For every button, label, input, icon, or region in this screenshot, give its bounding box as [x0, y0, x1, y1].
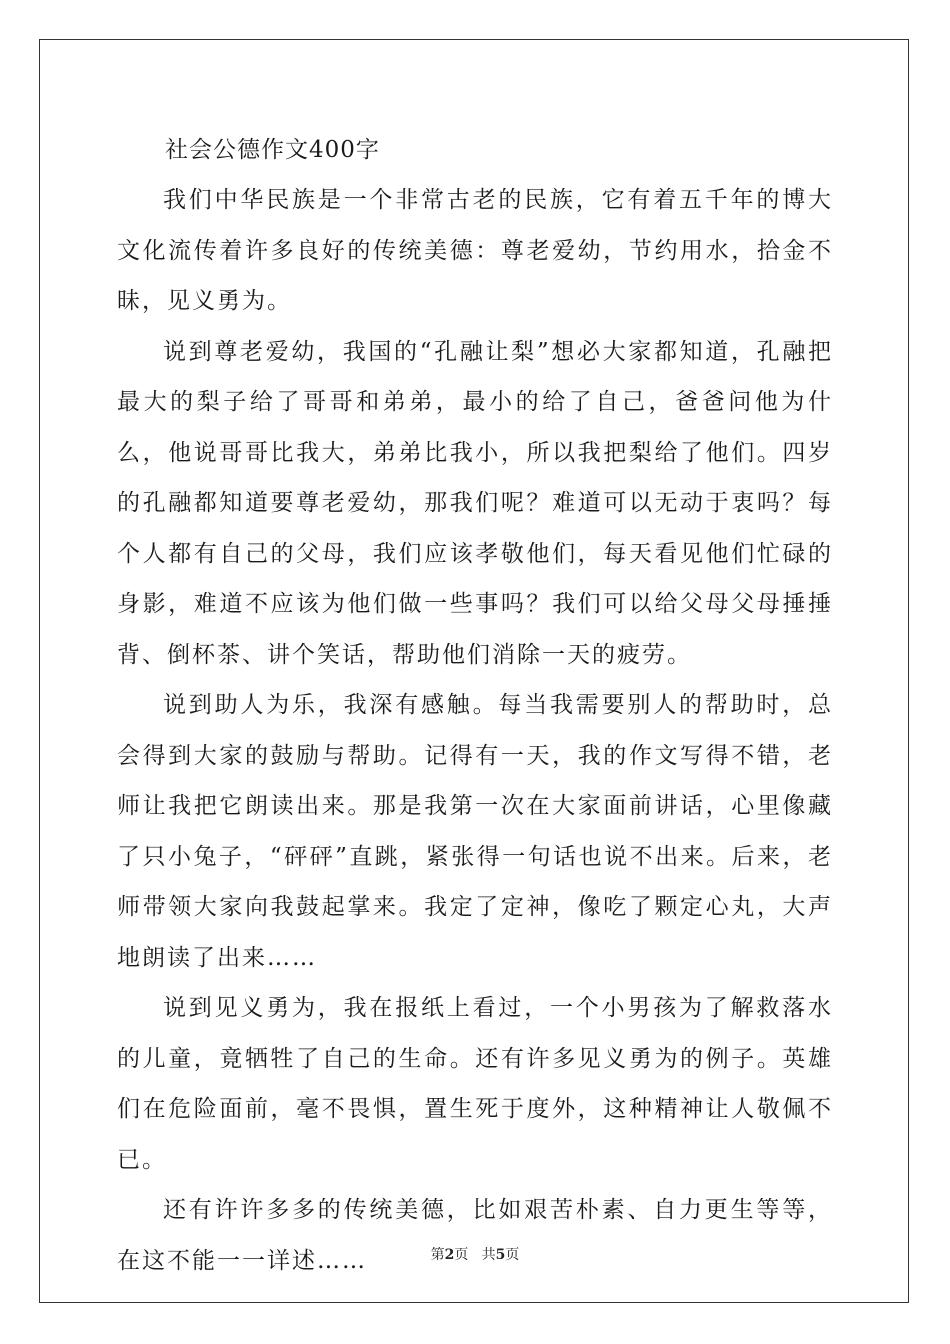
paragraph-respect-elders: 说到尊老爱幼，我国的“孔融让梨”想必大家都知道，孔融把最大的梨子给了哥哥和弟弟，最小的给了自己，爸爸问他为什么，他说哥哥比我大，弟弟比我小，所以我把梨给了他们。四岁的孔融都知道要尊老爱幼，那我们呢？难道可以无动于衷吗？每个人都有自己的父母，我们应该孝敬他们，每天看见他们忙碌的身影，难道不应该为他们做一些事吗？我们可以给父母父母捶捶背、倒杯茶、讲个笑话，帮助他们消除一天的疲劳。 — [117, 338, 833, 668]
paragraph-bravery: 说到见义勇为，我在报纸上看过，一个小男孩为了解救落水的儿童，竟牺牲了自己的生命。还有许多见义勇为的例子。英雄们在危险面前，毫不畏惧，置生死于度外，这种精神让人敬佩不已。 — [117, 995, 833, 1173]
page-separator: 页 共 — [454, 1247, 496, 1263]
page-number-footer — [0, 1246, 950, 1264]
paragraph-intro: 我们中华民族是一个非常古老的民族，它有着五千年的博大文化流传着许多良好的传统美德：尊老爱幼，节约用水，拾金不昧，见义勇为。 — [117, 187, 833, 314]
paragraph-conclusion: 还有许许多多的传统美德，比如艰苦朴素、自力更生等等，在这不能一一详述…… — [117, 1197, 833, 1274]
total-page-number: 5 — [495, 1247, 506, 1263]
paragraph-helping-others: 说到助人为乐，我深有感触。每当我需要别人的帮助时，总会得到大家的鼓励与帮助。记得有一天，我的作文写得不错，老师让我把它朗读出来。那是我第一次在大家面前讲话，心里像藏了只小兔子，“砰砰”直跳，紧张得一句话也说不出来。后来，老师带领大家向我鼓起掌来。我定了定神，像吃了颗定心丸，大声地朗读了出来…… — [117, 692, 833, 971]
document-title: 社会公德作文400字 — [165, 137, 380, 163]
page-suffix: 页 — [505, 1247, 520, 1263]
current-page-number: 2 — [444, 1247, 455, 1263]
page-prefix: 第 — [430, 1247, 445, 1263]
document-body — [117, 125, 833, 1286]
